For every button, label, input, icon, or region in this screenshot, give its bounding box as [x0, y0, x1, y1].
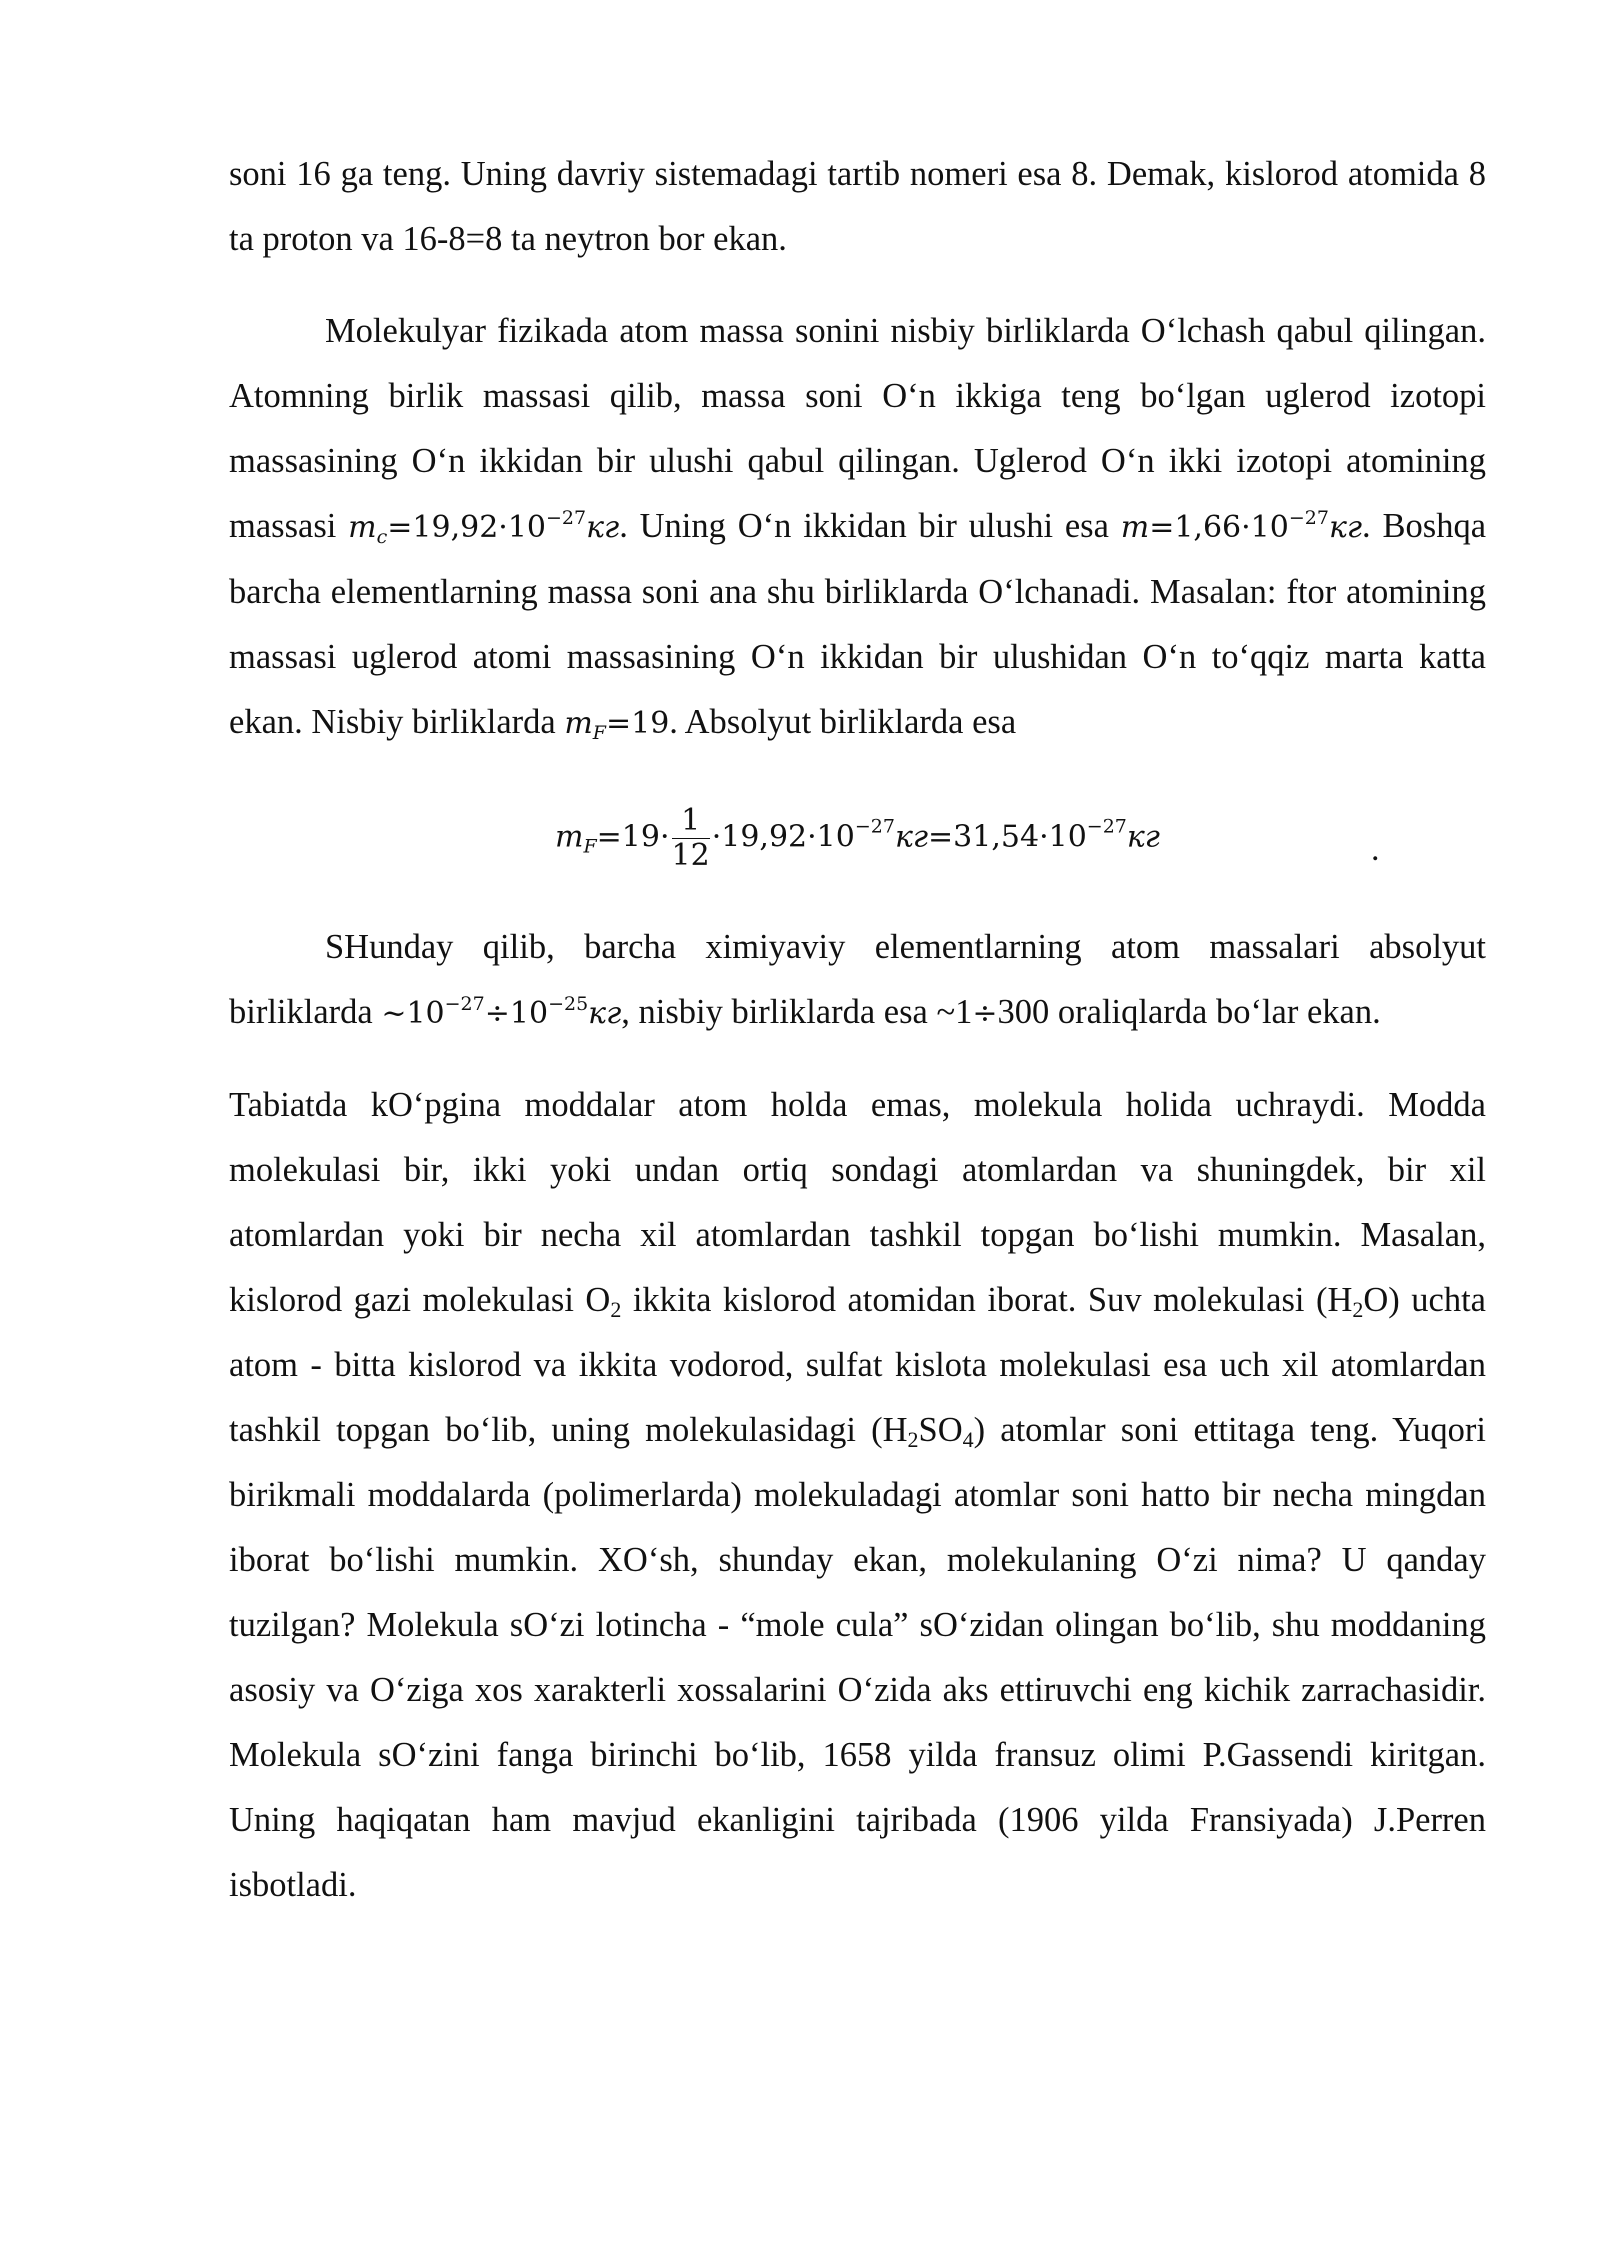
unit-mass-formula: $m=1,66\cdot 10^{-27}кг$ — [1120, 507, 1363, 545]
paragraph-2: Molekulyar fizikada atom massa sonini nisbiy birliklarda O‘lchash qabul qilingan. Atomning birlik massasi qilib, massa soni O‘n ikkiga teng bo‘lgan uglerod izotopi massasining O‘n ikkidan bir ulushi qabul qilingan. Uglerod O‘n ikki izotopi atomining massasi $m_c=19,92\cdot 10^{-27}кг$. Uning O‘n ikkidan bir ulushi esa $m=1,66\cdot 10^{-27}кг$. Boshqa barcha elementlarning massa soni ana shu birliklarda O‘lchanadi. Masalan: ftor atomining massasi uglerod atomi massasining O‘n ikkidan bir ulushidan O‘n to‘qqiz marta katta ekan. Nisbiy birliklarda $m_F=19$. Absolyut birliklarda esa — [229, 312, 1487, 744]
equation-body: $m_F=19\cdot$ $\frac{1}{12}$ $\cdot 19,92\cdot 10^{-27}кг=31,54\cdot 10^{-27}кг$ — [555, 802, 1160, 873]
fluorine-absolute-mass-equation — [229, 783, 1486, 893]
paragraph-1: soni 16 ga teng. Uning davriy sistemadagi tartib nomeri esa 8. Demak, kislorod atomida 8 ta proton va 16-8=8 ta neytron bor ekan. — [229, 155, 1486, 258]
carbon-mass-formula: $m_c=19,92\cdot 10^{-27}кг$ — [348, 507, 620, 548]
fraction-one-twelfth: $\frac{1}{12}$ — [671, 802, 710, 873]
paragraph-3: SHunday qilib, barcha ximiyaviy elementlarning atom massalari absolyut birliklarda $\sim 10^{-27}\div 10^{-25}кг$, nisbiy birliklarda esa ~1÷300 oraliqlarda bo‘lar ekan. — [229, 928, 1486, 1031]
document-body — [229, 142, 1486, 1918]
equation-period: . — [1371, 831, 1380, 868]
fluorine-relative-mass-formula: $m_F=19$ — [564, 706, 670, 744]
paragraph-4: Tabiatda kO‘pgina moddalar atom holda emas, molekula holida uchraydi. Modda molekulasi bir, ikki yoki undan ortiq sondagi atomlardan va shuningdek, bir xil atomlardan yoki bir necha xil atomlardan tashkil topgan bo‘lishi mumkin. Masalan, kislorod gazi molekulasi $O_2$ ikkita kislorod atomidan iborat. Suv molekulasi $(H_2O)$ uchta atom - bitta kislorod va ikkita vodorod, sulfat kislota molekulasi esa uch xil atomlardan tashkil topgan bo‘lib, uning molekulasidagi $(H_2SO_4)$ atomlar soni ettitaga teng. Yuqori birikmali moddalarda (polimerlarda) molekuladagi atomlar soni hatto bir necha mingdan iborat bo‘lishi mumkin. XO‘sh, shunday ekan, molekulaning O‘zi nima? U qanday tuzilgan? Molekula sO‘zi lotincha - “mole cula” sO‘zidan olingan bo‘lib, shu moddaning asosiy va O‘ziga xos xarakterli xossalarini O‘zida aks ettiruvchi eng kichik zarrachasidir. Molekula sO‘zini fanga birinchi bo‘lib, 1658 yilda fransuz olimi P.Gassendi kiritgan. Uning haqiqatan ham mavjud ekanligini tajribada (1906 yilda Fransiyada) J.Perren isbotladi. — [229, 1086, 1486, 1904]
mass-range-formula: $\sim 10^{-27}\div 10^{-25}кг$ — [381, 993, 622, 1031]
